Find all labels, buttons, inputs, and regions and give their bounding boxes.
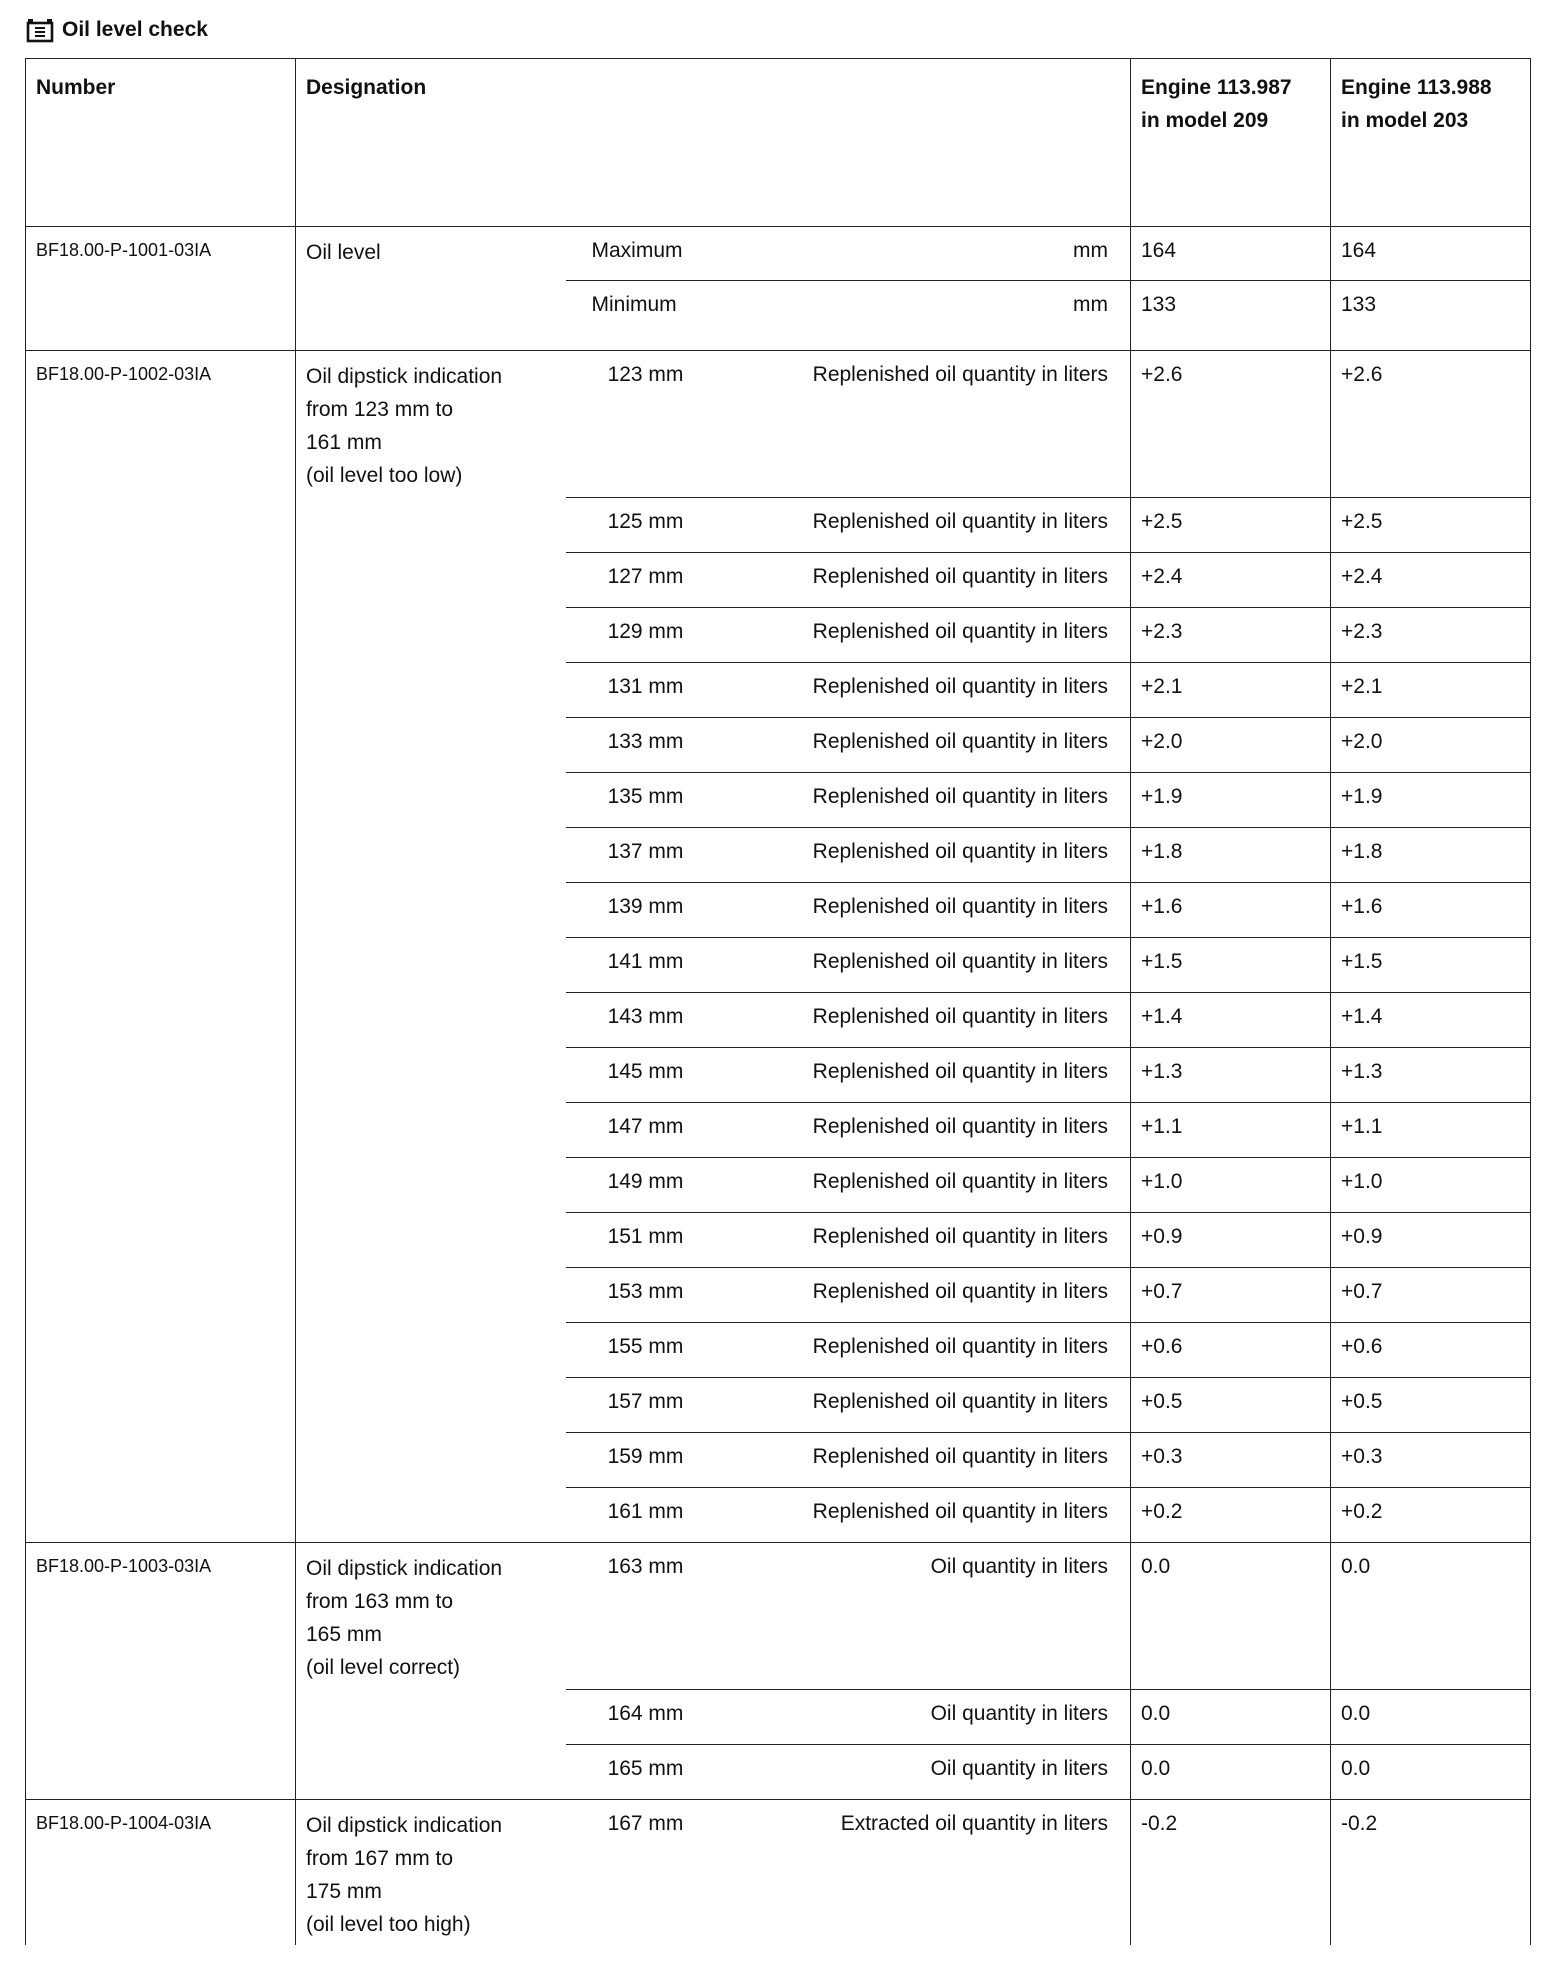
engine-2-value: 0.0 — [1331, 1543, 1531, 1690]
quantity-label: Replenished oil quantity in liters — [726, 828, 1131, 883]
engine-1-value: +0.6 — [1131, 1323, 1331, 1378]
quantity-label: Replenished oil quantity in liters — [726, 718, 1131, 773]
dipstick-value: 145 mm — [566, 1048, 726, 1103]
designation-line: from 167 mm to — [306, 1847, 454, 1870]
designation-line: (oil level too high) — [306, 1913, 471, 1936]
engine-1-value: +2.0 — [1131, 718, 1331, 773]
engine-2-value: +0.9 — [1331, 1213, 1531, 1268]
quantity-label: Replenished oil quantity in liters — [726, 1103, 1131, 1158]
dipstick-value: 139 mm — [566, 883, 726, 938]
engine-2-value: -0.2 — [1331, 1800, 1531, 1945]
row-number: BF18.00-P-1003-03IA — [26, 1543, 296, 1800]
dipstick-value: 159 mm — [566, 1433, 726, 1488]
engine-2-value: +1.0 — [1331, 1158, 1531, 1213]
engine-1-value: +2.3 — [1131, 608, 1331, 663]
dipstick-value: 164 mm — [566, 1690, 726, 1745]
engine-1-value: +1.8 — [1131, 828, 1331, 883]
row-designation — [296, 351, 566, 1543]
quantity-label: Oil quantity in liters — [726, 1745, 1131, 1800]
quantity-label: Replenished oil quantity in liters — [726, 1048, 1131, 1103]
dipstick-value: 161 mm — [566, 1488, 726, 1543]
quantity-label: Replenished oil quantity in liters — [726, 1488, 1131, 1543]
quantity-label: Replenished oil quantity in liters — [726, 1158, 1131, 1213]
designation-line: (oil level correct) — [306, 1656, 461, 1679]
dipstick-value: 155 mm — [566, 1323, 726, 1378]
dipstick-value: 163 mm — [607, 1555, 684, 1578]
engine-2-value: +0.7 — [1331, 1268, 1531, 1323]
dipstick-value: 123 mm — [607, 363, 684, 386]
designation-line: from 163 mm to — [306, 1590, 454, 1613]
engine-1-value: -0.2 — [1131, 1800, 1331, 1945]
dipstick-value: 153 mm — [566, 1268, 726, 1323]
quantity-label: mm — [726, 281, 1131, 351]
engine-1-value: +0.3 — [1131, 1433, 1331, 1488]
header-engine-line: in model 203 — [1341, 109, 1469, 132]
row-number: BF18.00-P-1004-03IA — [26, 1800, 296, 1945]
header-engine-line: Engine 113.988 — [1341, 76, 1492, 99]
row-designation — [296, 1800, 566, 1945]
quantity-label: Replenished oil quantity in liters — [726, 1433, 1131, 1488]
table-row — [26, 227, 1531, 281]
engine-1-value: +0.5 — [1131, 1378, 1331, 1433]
dipstick-value: 147 mm — [566, 1103, 726, 1158]
table-row — [26, 351, 1531, 498]
quantity-label: Replenished oil quantity in liters — [726, 553, 1131, 608]
engine-2-value: +2.4 — [1331, 553, 1531, 608]
header-designation: Designation — [296, 59, 1131, 227]
header-engine-1 — [1131, 59, 1331, 227]
engine-2-value: 0.0 — [1331, 1745, 1531, 1800]
engine-2-value: +2.1 — [1331, 663, 1531, 718]
dipstick-value: 131 mm — [566, 663, 726, 718]
header-engine-line: in model 209 — [1141, 109, 1269, 132]
quantity-label: Oil quantity in liters — [726, 1543, 1131, 1690]
engine-1-value: +1.1 — [1131, 1103, 1331, 1158]
table-header-row — [26, 59, 1531, 227]
engine-1-value: 0.0 — [1131, 1543, 1331, 1690]
dipstick-value: 141 mm — [566, 938, 726, 993]
engine-1-value: +1.0 — [1131, 1158, 1331, 1213]
designation-line: Oil dipstick indication — [306, 365, 503, 388]
engine-2-value: +0.6 — [1331, 1323, 1531, 1378]
engine-2-value: 0.0 — [1331, 1690, 1531, 1745]
dipstick-value: 137 mm — [566, 828, 726, 883]
quantity-label: mm — [726, 227, 1131, 281]
engine-1-value: +0.2 — [1131, 1488, 1331, 1543]
engine-2-value: +1.1 — [1331, 1103, 1531, 1158]
dipstick-value: 149 mm — [566, 1158, 726, 1213]
dipstick-value: 133 mm — [566, 718, 726, 773]
engine-2-value: +0.2 — [1331, 1488, 1531, 1543]
dipstick-value: 127 mm — [566, 553, 726, 608]
engine-1-value: +2.6 — [1131, 351, 1331, 498]
engine-2-value: +1.3 — [1331, 1048, 1531, 1103]
designation-line: 175 mm — [306, 1880, 382, 1903]
engine-2-value: +0.5 — [1331, 1378, 1531, 1433]
quantity-label: Replenished oil quantity in liters — [726, 1378, 1131, 1433]
designation-line: from 123 mm to — [306, 398, 454, 421]
quantity-label: Replenished oil quantity in liters — [726, 498, 1131, 553]
quantity-label: Replenished oil quantity in liters — [726, 351, 1131, 498]
header-engine-2 — [1331, 59, 1531, 227]
engine-1-value: 164 — [1131, 227, 1331, 281]
header-number: Number — [26, 59, 296, 227]
engine-1-value: +0.7 — [1131, 1268, 1331, 1323]
engine-2-value: +1.5 — [1331, 938, 1531, 993]
engine-1-value: +2.4 — [1131, 553, 1331, 608]
engine-1-value: +1.4 — [1131, 993, 1331, 1048]
oil-level-table — [25, 58, 1531, 1945]
dipstick-value: 167 mm — [607, 1812, 684, 1835]
dipstick-value: Minimum — [566, 281, 726, 351]
engine-2-value: +1.9 — [1331, 773, 1531, 828]
row-designation: Oil level — [296, 227, 566, 351]
quantity-label: Replenished oil quantity in liters — [726, 1213, 1131, 1268]
engine-2-value: 133 — [1331, 281, 1531, 351]
engine-2-value: +2.0 — [1331, 718, 1531, 773]
engine-1-value: +1.6 — [1131, 883, 1331, 938]
quantity-label: Replenished oil quantity in liters — [726, 938, 1131, 993]
dipstick-value: 143 mm — [566, 993, 726, 1048]
document-icon — [26, 17, 54, 43]
engine-2-value: 164 — [1331, 227, 1531, 281]
dipstick-value: 165 mm — [566, 1745, 726, 1800]
engine-2-value: +2.3 — [1331, 608, 1531, 663]
engine-2-value: +1.8 — [1331, 828, 1531, 883]
dipstick-value: 135 mm — [566, 773, 726, 828]
engine-2-value: +1.4 — [1331, 993, 1531, 1048]
designation-line: Oil dipstick indication — [306, 1814, 503, 1837]
page-title: Oil level check — [62, 18, 208, 41]
engine-1-value: +1.3 — [1131, 1048, 1331, 1103]
designation-line: Oil dipstick indication — [306, 1557, 503, 1580]
row-number: BF18.00-P-1001-03IA — [26, 227, 296, 351]
engine-2-value: +2.5 — [1331, 498, 1531, 553]
engine-1-value: +1.9 — [1131, 773, 1331, 828]
engine-1-value: +2.5 — [1131, 498, 1331, 553]
engine-2-value: +2.6 — [1331, 351, 1531, 498]
table-row — [26, 1543, 1531, 1690]
engine-2-value: +1.6 — [1331, 883, 1531, 938]
engine-2-value: +0.3 — [1331, 1433, 1531, 1488]
engine-1-value: 0.0 — [1131, 1690, 1331, 1745]
dipstick-value: 125 mm — [566, 498, 726, 553]
engine-1-value: +2.1 — [1131, 663, 1331, 718]
quantity-label: Extracted oil quantity in liters — [726, 1800, 1131, 1945]
engine-1-value: +0.9 — [1131, 1213, 1331, 1268]
dipstick-value: Maximum — [591, 239, 683, 262]
quantity-label: Replenished oil quantity in liters — [726, 663, 1131, 718]
designation-line: 161 mm — [306, 431, 382, 454]
designation-line: 165 mm — [306, 1623, 382, 1646]
table-row — [26, 1800, 1531, 1945]
header-engine-line: Engine 113.987 — [1141, 76, 1292, 99]
quantity-label: Replenished oil quantity in liters — [726, 1323, 1131, 1378]
designation-line: (oil level too low) — [306, 464, 463, 487]
section-title — [26, 14, 208, 46]
row-number: BF18.00-P-1002-03IA — [26, 351, 296, 1543]
quantity-label: Replenished oil quantity in liters — [726, 773, 1131, 828]
engine-1-value: +1.5 — [1131, 938, 1331, 993]
dipstick-value: 151 mm — [566, 1213, 726, 1268]
row-designation — [296, 1543, 566, 1800]
dipstick-value: 157 mm — [566, 1378, 726, 1433]
quantity-label: Oil quantity in liters — [726, 1690, 1131, 1745]
engine-1-value: 133 — [1131, 281, 1331, 351]
quantity-label: Replenished oil quantity in liters — [726, 1268, 1131, 1323]
quantity-label: Replenished oil quantity in liters — [726, 883, 1131, 938]
dipstick-value: 129 mm — [566, 608, 726, 663]
engine-1-value: 0.0 — [1131, 1745, 1331, 1800]
quantity-label: Replenished oil quantity in liters — [726, 608, 1131, 663]
quantity-label: Replenished oil quantity in liters — [726, 993, 1131, 1048]
